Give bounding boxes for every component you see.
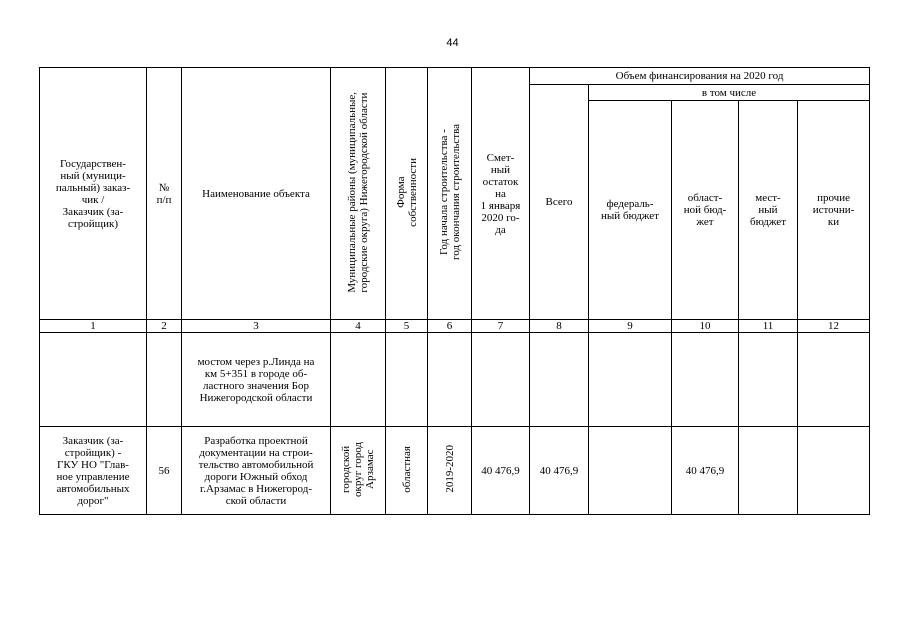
row-local [739,427,798,515]
column-number: 10 [672,320,739,333]
header-object-name: Наименование объекта [182,68,331,320]
row-total: 40 476,9 [530,427,589,515]
column-number: 12 [798,320,870,333]
header-years-cell [428,68,472,320]
row-years: 2019-2020 [443,445,456,493]
header-years: Год начала строительства - год окончания строительства [437,124,462,260]
row-districts-cell [331,427,386,515]
header-including: в том числе [589,85,870,101]
header-total: Всего [530,85,589,320]
row-estimate-balance [472,333,530,427]
header-local: мест- ный бюджет [739,101,798,320]
row-num [147,333,182,427]
row-districts [331,333,386,427]
row-estimate-balance: 40 476,9 [472,427,530,515]
row-regional: 40 476,9 [672,427,739,515]
row-local [739,333,798,427]
column-number: 9 [589,320,672,333]
column-number: 8 [530,320,589,333]
row-years [428,333,472,427]
row-federal [589,427,672,515]
row-districts: городской округ город Арзамас [340,441,376,497]
column-number: 2 [147,320,182,333]
header-estimate-balance: Смет- ный остаток на 1 января 2020 го- да [472,68,530,320]
row-federal [589,333,672,427]
header-row-1 [40,68,870,85]
header-customer: Государствен- ный (муници- пальный) заказ- чик / Заказчик (за- стройщик) [40,68,147,320]
column-number: 4 [331,320,386,333]
row-object-name: мостом через р.Линда на км 5+351 в городе об- ластного значения Бор Нижегородской области [182,333,331,427]
column-number: 5 [386,320,428,333]
row-other [798,333,870,427]
header-ownership: Форма собственности [394,157,419,227]
header-num: № п/п [147,68,182,320]
column-number: 11 [739,320,798,333]
header-ownership-cell [386,68,428,320]
row-other [798,427,870,515]
column-numbers-row [40,320,870,333]
column-number: 1 [40,320,147,333]
table-row [40,333,870,427]
header-regional: област- ной бюд- жет [672,101,739,320]
header-federal: федераль- ный бюджет [589,101,672,320]
column-number: 7 [472,320,530,333]
header-funding-volume: Объем финансирования на 2020 год [530,68,870,85]
row-object-name: Разработка проектной документации на строи- тельство автомобильной дороги Южный обход г.Арзамас в Нижегород- ской области [182,427,331,515]
row-ownership: областная [400,445,413,493]
row-regional [672,333,739,427]
row-customer: Заказчик (за- стройщик) - ГКУ НО "Глав- ное управление автомобильных дорог" [40,427,147,515]
financing-table [39,67,870,515]
row-customer [40,333,147,427]
row-years-cell [428,427,472,515]
header-districts-cell [331,68,386,320]
row-ownership-cell [386,427,428,515]
column-number: 6 [428,320,472,333]
table-row [40,427,870,515]
column-number: 3 [182,320,331,333]
header-other: прочие источни- ки [798,101,870,320]
page-number: 44 [446,37,459,49]
row-ownership [386,333,428,427]
header-districts: Муниципальные районы (муниципальные, городские округа) Нижегородской области [346,91,370,293]
row-total [530,333,589,427]
row-num: 56 [147,427,182,515]
